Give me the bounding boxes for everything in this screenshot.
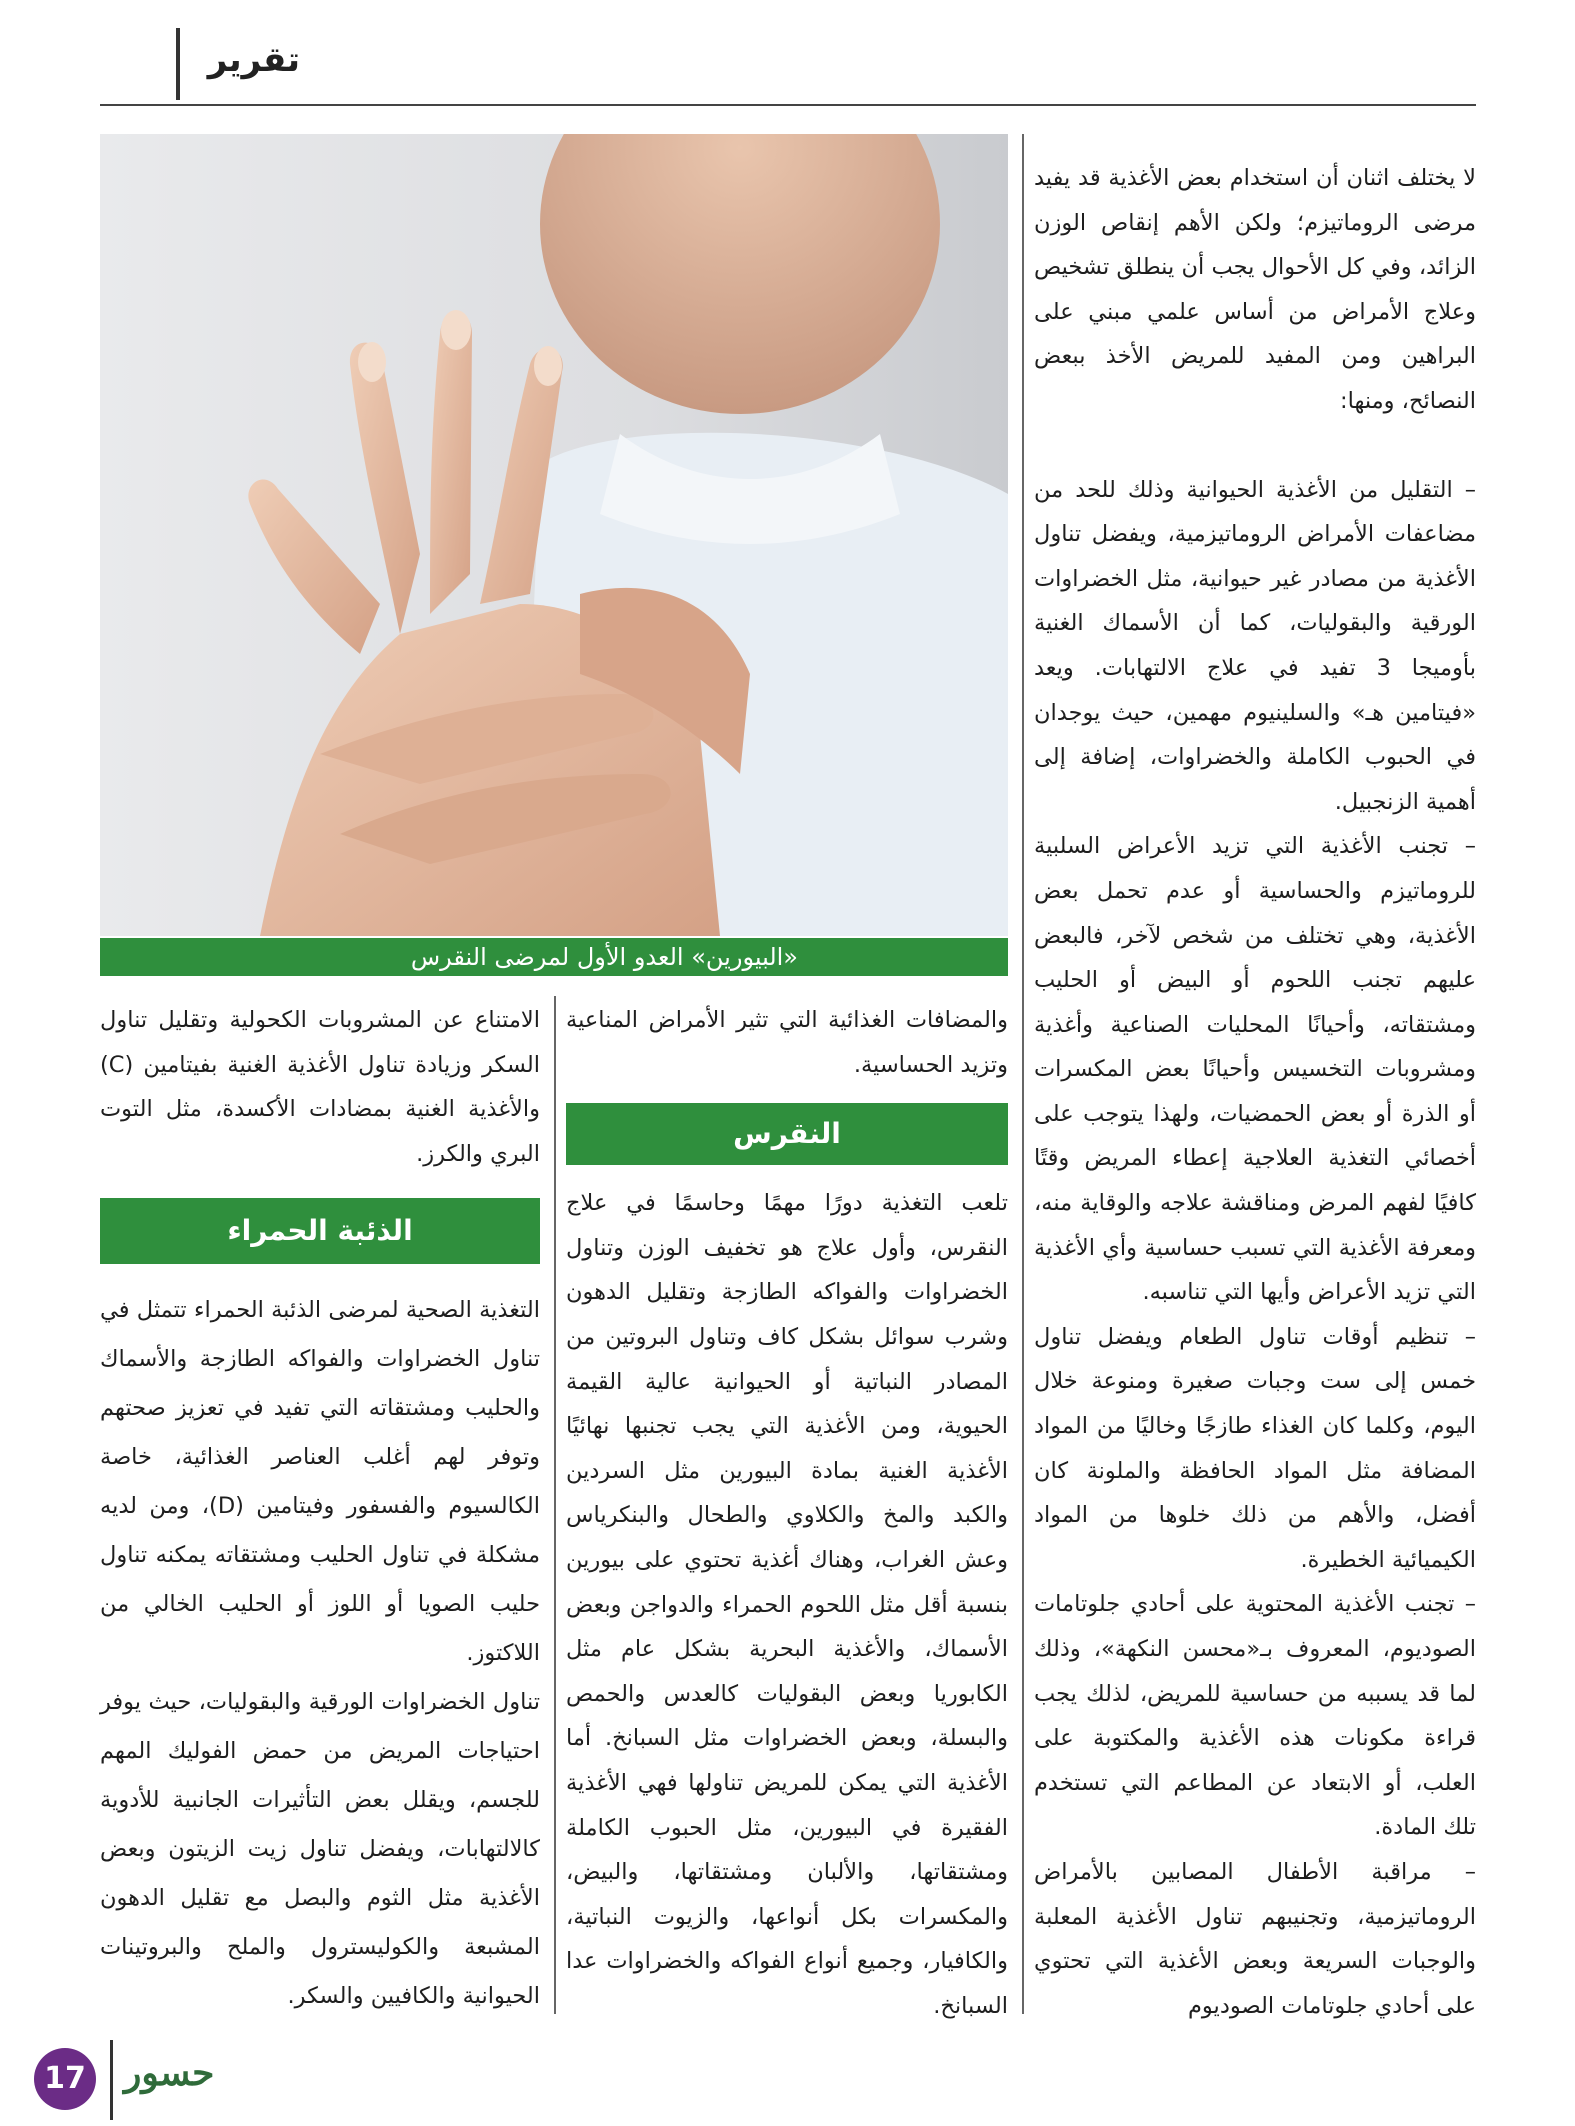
header-rule xyxy=(100,104,1476,106)
magazine-logo: حسور xyxy=(124,2052,215,2094)
right-paragraph-6: – مراقبة الأطفال المصابين بالأمراض الروماتيزمية، وتجنيبهم تناول الأغذية المعلبة والوجبات السريعة وبعض الأغذية التي تحتوي على أحادي جلوتامات الصوديوم xyxy=(1034,1858,1476,2019)
right-paragraph-3: – تجنب الأغذية التي تزيد الأعراض السلبية للروماتيزم والحساسية أو عدم تحمل بعض الأغذية، وهي تختلف من شخص لآخر، فالبعض عليهم تجنب اللحوم أو البيض أو الحليب ومشتقاته، وأحيانًا المحليات الصناعية وأغذية ومشروبات التخسيس وأحيانًا بعض المكسرات أو الذرة أو بعض الحمضيات، ولهذا يتوجب على أخصائي التغذية العلاجية إعطاء المريض وقتًا كافيًا لفهم المرض ومناقشة علاجه والوقاية منه، ومعرفة الأغذية التي تسبب حساسية وأي الأغذية التي تزيد الأعراض وأيها التي تناسبه. xyxy=(1034,833,1476,1306)
column-divider-right xyxy=(1022,134,1024,2014)
left-paragraph-2: تناول الخضراوات الورقية والبقوليات، حيث يوفر احتياجات المريض من حمض الفوليك المهم للجسم، ويقلل بعض التأثيرات الجانبية للأدوية كالالتهابات، ويفضل تناول زيت الزيتون وبعض الأغذية مثل الثوم والبصل مع تقليل الدهون المشبعة والكوليسترول والملح والبروتينات الحيوانية والكافيين والسكر. xyxy=(100,1689,540,2010)
header-tick xyxy=(176,28,180,100)
right-paragraph-1: لا يختلف اثنان أن استخدام بعض الأغذية قد يفيد مرضى الروماتيزم؛ ولكن الأهم إنقاص الوزن الزائد، وفي كل الأحوال يجب أن ينطلق تشخيص وعلاج الأمراض من أساس علمي مبني على البراهين ومن المفيد للمريض الأخذ ببعض النصائح، ومنها: xyxy=(1034,165,1476,414)
middle-column xyxy=(566,998,1008,2028)
left-column xyxy=(100,998,540,2021)
middle-intro: والمضافات الغذائية التي تثير الأمراض المناعية وتزيد الحساسية. xyxy=(566,1007,1008,1078)
middle-body: تلعب التغذية دورًا مهمًا وحاسمًا في علاج النقرس، وأول علاج هو تخفيف الوزن وتناول الخضراوات والفواكه الطازجة وتقليل الدهون وشرب سوائل بشكل كاف وتناول البروتين من المصادر النباتية أو الحيوانية عالية القيمة الحيوية، ومن الأغذية التي يجب تجنبها نهائيًا الأغذية الغنية بمادة البيورين مثل السردين والكبد والمخ والكلاوي والطحال والبنكرياس وعش الغراب، وهناك أغذية تحتوي على بيورين بنسبة أقل مثل اللحوم الحمراء والدواجن وبعض الأسماك، والأغذية البحرية بشكل عام مثل الكابوريا وبعض البقوليات كالعدس والحمص والبسلة، وبعض الخضراوات مثل السبانخ. أما الأغذية التي يمكن للمريض تناولها فهي الأغذية الفقيرة في البيورين، مثل الحبوب الكاملة ومشتقاتها، والألبان ومشتقاتها، والبيض، والمكسرات بكل أنواعها، والزيوت النباتية، والكافيار، وجميع أنواع الفواكه والخضراوات عدا السبانخ. xyxy=(566,1190,1008,2019)
photo-caption-text: «البيورين» العدو الأول لمرضى النقرس xyxy=(410,943,798,971)
heading-lupus: الذئبة الحمراء xyxy=(100,1198,540,1264)
hands-illustration xyxy=(100,134,1008,936)
right-paragraph-2: – التقليل من الأغذية الحيوانية وذلك للحد من مضاعفات الأمراض الروماتيزمية، ويفضل تناول الأغذية من مصادر غير حيوانية، مثل الخضراوات الورقية والبقوليات، كما أن الأسماك الغنية بأوميجا 3 تفيد في علاج الالتهابات. ويعد «فيتامين هـ» والسلينيوم مهمين، حيث يوجدان في الحبوب الكاملة والخضراوات، إضافة إلى أهمية الزنجبيل. xyxy=(1034,476,1476,815)
right-column xyxy=(1034,156,1476,2028)
footer-rule xyxy=(110,2040,113,2120)
left-intro: الامتناع عن المشروبات الكحولية وتقليل تناول السكر وزيادة تناول الأغذية الغنية بفيتامين (C) والأغذية الغنية بمضادات الأكسدة، مثل التوت البري والكرز. xyxy=(100,1007,540,1167)
left-paragraph-1: التغذية الصحية لمرضى الذئبة الحمراء تتمثل في تناول الخضراوات والفواكه الطازجة والأسماك والحليب ومشتقاته التي تفيد في تعزيز صحتهم وتوفر لهم أغلب العناصر الغذائية، خاصة الكالسيوم والفسفور وفيتامين (D)، ومن لديه مشكلة في تناول الحليب ومشتقاته يمكنه تناول حليب الصويا أو اللوز أو الحليب الخالي من اللاكتوز. xyxy=(100,1297,540,1667)
right-paragraph-4: – تنظيم أوقات تناول الطعام ويفضل تناول خمس إلى ست وجبات صغيرة ومنوعة خلال اليوم، وكلما كان الغذاء طازجًا وخاليًا من المواد المضافة مثل المواد الحافظة والملونة كان أفضل، والأهم من ذلك خلوها من المواد الكيميائية الخطيرة. xyxy=(1034,1323,1476,1573)
column-divider-left xyxy=(554,996,556,2014)
right-paragraph-5: – تجنب الأغذية المحتوية على أحادي جلوتامات الصوديوم، المعروف بـ«محسن النكهة»، وذلك لما قد يسببه من حساسية للمريض، لذلك يجب قراءة مكونات هذه الأغذية والمكتوبة على العلب، أو الابتعاد عن المطاعم التي تستخدم تلك المادة. xyxy=(1034,1591,1476,1841)
heading-gout: النقرس xyxy=(566,1103,1008,1165)
photo-caption xyxy=(100,938,1008,976)
page-number: 17 xyxy=(34,2048,96,2110)
section-label: تقرير xyxy=(207,40,300,80)
arthritis-hands-photo xyxy=(100,134,1008,936)
